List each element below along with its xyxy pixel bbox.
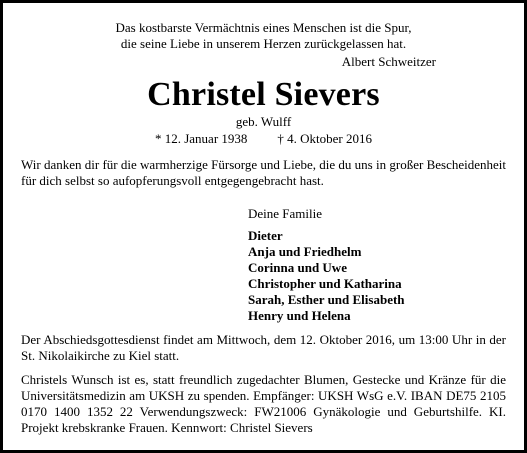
life-dates [3,131,524,147]
maiden-name: geb. Wulff [235,114,292,129]
quote-author: Albert Schweitzer [341,54,436,69]
donation-paragraph: Christels Wunsch ist es, statt freundlich zugedachter Blumen, Gestecke und Kränze für die Universitätsmedizin am UKSH zu spenden. Empfänger: UKSH WsG e.V. IBAN DE75 2105 0170 1400 1352 22 Verwendungszweck: FW21006 Gynäkologie und Geburtshilfe. KI. Projekt krebskranke Frauen. Kennwort: Christel Sievers [21,372,506,435]
thanks-paragraph: Wir danken dir für die warmherzige Fürsorge und Liebe, die du uns in großer Bescheidenheit für dich selbst so aufopferungsvoll entgegengebracht hast. [21,157,506,188]
family-list [248,206,405,324]
family-member: Corinna und Uwe [248,260,347,275]
deceased-name: Christel Sievers [147,76,380,113]
family-member: Sarah, Esther und Elisabeth [248,292,405,307]
family-heading: Deine Familie [248,206,323,221]
death-date: † 4. Oktober 2016 [277,131,373,146]
family-member: Christopher und Katharina [248,276,402,291]
quote-line-1: Das kostbarste Vermächtnis eines Menschen ist die Spur, [115,20,412,35]
family-member: Dieter [248,228,283,243]
family-member: Anja und Friedhelm [248,244,362,259]
quote-line-2: die seine Liebe in unserem Herzen zurückgelassen hat. [120,36,407,51]
service-paragraph: Der Abschiedsgottesdienst findet am Mittwoch, dem 12. Oktober 2016, um 13:00 Uhr in der St. Nikolaikirche zu Kiel statt. [21,332,506,363]
epigraph-quote [23,20,504,52]
family-member: Henry und Helena [248,308,351,323]
birth-date: * 12. Januar 1938 [154,131,248,146]
